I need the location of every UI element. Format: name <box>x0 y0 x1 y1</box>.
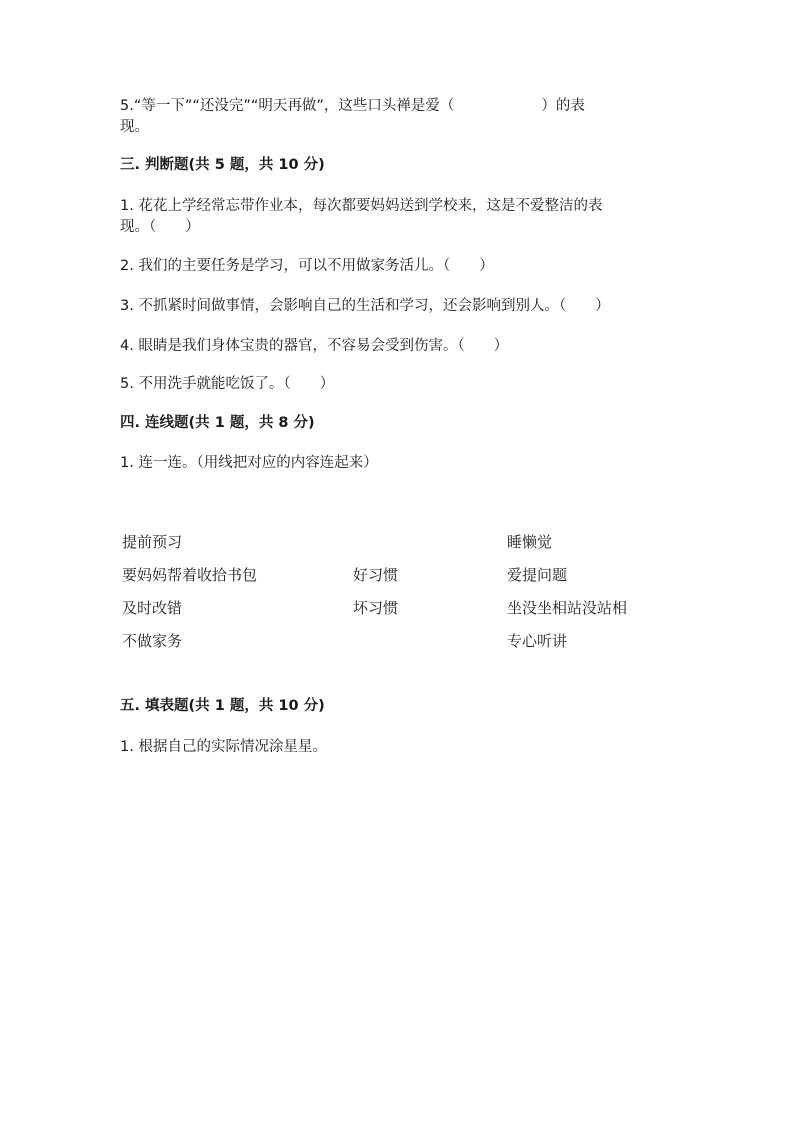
fill-blank-question-5-line2: 现。 <box>120 119 149 135</box>
matching-middle-item-2: 坏习惯 <box>353 599 399 617</box>
matching-right-item-4: 专心听讲 <box>507 632 568 650</box>
matching-right-item-1: 睡懒觉 <box>507 533 553 551</box>
matching-right-item-3: 坐没坐相站没站相 <box>507 599 628 617</box>
fill-blank-question-5-line1: 5.“等一下”“还没完”“明天再做”，这些口头禅是爱（ ）的表 <box>120 98 585 114</box>
section-heading-true-false: 三. 判断题(共 5 题，共 10 分) <box>120 157 325 173</box>
matching-middle-item-1: 好习惯 <box>353 566 399 584</box>
true-false-question-2: 2. 我们的主要任务是学习，可以不用做家务活儿。（ ） <box>120 258 494 274</box>
true-false-question-5: 5. 不用洗手就能吃饭了。（ ） <box>120 376 335 392</box>
true-false-question-4: 4. 眼睛是我们身体宝贵的器官，不容易会受到伤害。（ ） <box>120 338 509 354</box>
matching-right-item-2: 爱提问题 <box>507 566 568 584</box>
true-false-question-1-line2: 现。（ ） <box>120 219 200 235</box>
matching-question-1: 1. 连一连。（用线把对应的内容连起来） <box>120 455 378 471</box>
true-false-question-3: 3. 不抓紧时间做事情，会影响自己的生活和学习，还会影响到别人。（ ） <box>120 298 610 314</box>
matching-left-item-2: 要妈妈帮着收拾书包 <box>122 566 258 584</box>
fill-table-question-1: 1. 根据自己的实际情况涂星星。 <box>120 739 327 755</box>
section-heading-matching: 四. 连线题(共 1 题，共 8 分) <box>120 415 315 431</box>
section-heading-fill-table: 五. 填表题(共 1 题，共 10 分) <box>120 698 325 714</box>
true-false-question-1-line1: 1. 花花上学经常忘带作业本，每次都要妈妈送到学校来，这是不爱整洁的表 <box>120 198 603 214</box>
matching-left-item-4: 不做家务 <box>122 632 183 650</box>
matching-left-item-1: 提前预习 <box>122 533 183 551</box>
matching-left-item-3: 及时改错 <box>122 599 183 617</box>
